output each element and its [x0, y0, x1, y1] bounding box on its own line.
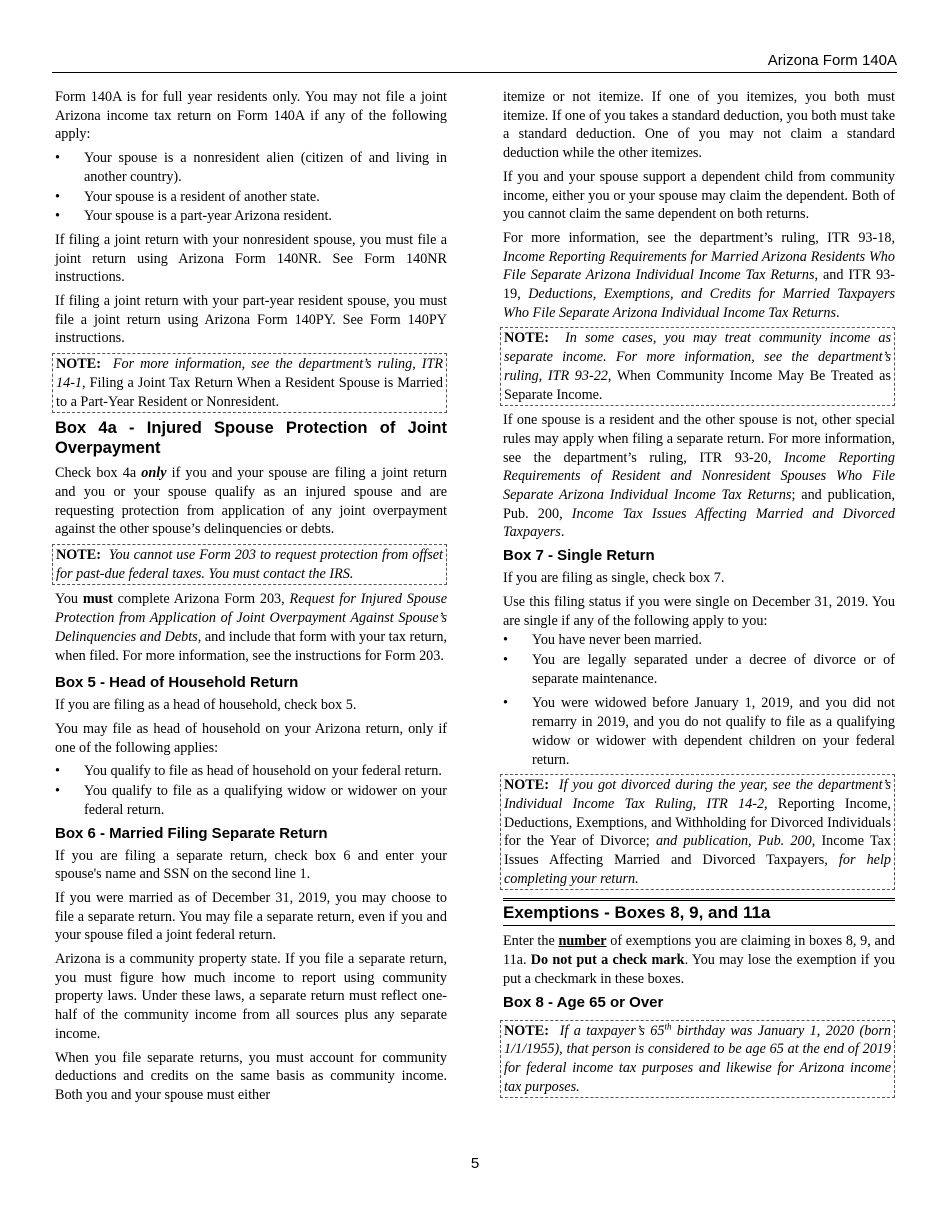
- nonresident-paragraph: If filing a joint return with your nonresident spouse, you must file a joint return using Arizona Form 140NR. See Form 140NR instructions.: [55, 231, 447, 286]
- note-box: NOTE: If a taxpayer’s 65th birthday was January 1, 2020 (born 1/1/1955), that person is considered to be age 65 at the end of 2019 for federal income tax purposes and likewise for Arizona income tax purposes.: [500, 1020, 895, 1099]
- list-item: • You qualify to file as a qualifying widow or widower on your federal return.: [55, 782, 447, 819]
- ruling-paragraph: For more information, see the department’s ruling, ITR 93-18, Income Reporting Requirements for Married Arizona Residents Who File Separate Arizona Individual Income Tax Returns, and ITR 93-19, Deductions, Exemptions, and Credits for Married Taxpayers Who File Separate Arizona Individual Income Tax Returns.: [503, 229, 895, 321]
- form203-paragraph: You must complete Arizona Form 203, Request for Injured Spouse Protection from Application of Joint Overpayment Against Spouse’s Delinquencies and Debts, and include that form with your tax return, when filed. For more information, see the instructions for Form 203.: [55, 591, 447, 664]
- right-column: [503, 88, 895, 1103]
- form-title: Arizona Form 140A: [767, 52, 897, 69]
- list-item: • Your spouse is a nonresident alien (citizen of and living in another country).: [55, 149, 447, 186]
- section-heading: Box 7 - Single Return: [503, 547, 655, 565]
- paragraph: When you file separate returns, you must account for community deductions and credits on the same basis as community income. Both you and your spouse must either: [55, 1049, 447, 1103]
- single-conditions-list: [503, 631, 895, 769]
- paragraph: Arizona is a community property state. If you file a separate return, you must figure how much income to report using community property laws. Under these laws, a separate return must reflect one-half of the community income from all sources plus any separate income.: [55, 951, 447, 1042]
- section-heading: Box 6 - Married Filing Separate Return: [55, 824, 328, 842]
- page-header: [52, 52, 897, 73]
- intro-paragraph: Form 140A is for full year residents only. You may not file a joint Arizona income tax return on Form 140A if any of the following apply:: [55, 89, 447, 143]
- list-item: • You are legally separated under a decree of divorce or of separate maintenance.: [503, 651, 895, 688]
- paragraph: itemize or not itemize. If one of you itemizes, you both must itemize. If one of you takes a standard deduction, you both must take a standard deduction. One of you may not claim a standard deduction while the other itemizes.: [503, 89, 895, 162]
- list-item: • Your spouse is a resident of another state.: [55, 188, 447, 207]
- list-item: • You qualify to file as head of household on your federal return.: [55, 762, 447, 781]
- hoh-conditions-list: [55, 762, 447, 819]
- note-box: NOTE: If you got divorced during the year, see the department’s Individual Income Tax Ruling, ITR 14-2, Reporting Income, Deductions, Exemptions, and Withholding for Divorced Individuals for the Year of Divorce; and publication, Pub. 200, Income Tax Issues Affecting Married and Divorced Taxpayers, for help completing your return.: [500, 774, 895, 890]
- left-column: [55, 88, 447, 1110]
- page-number: 5: [470, 1155, 480, 1172]
- note-box: NOTE: In some cases, you may treat community income as separate income. For more information, see the department’s ruling, ITR 93-22, When Community Income May Be Treated as Separate Income.: [500, 327, 895, 406]
- section-heading: Exemptions - Boxes 8, 9, and 11a: [503, 898, 895, 926]
- paragraph: If one spouse is a resident and the other spouse is not, other special rules may apply when filing a separate return. For more information, see the department’s ruling, ITR 93-20, Income Reporting Requirements of Resident and Nonresident Spouses Who File Separate Arizona Individual Income Tax Returns; and publication, Pub. 200, Income Tax Issues Affecting Married and Divorced Taxpayers.: [503, 412, 896, 541]
- paragraph: If you are filing as a head of household, check box 5.: [55, 697, 357, 714]
- section-heading: Box 4a - Injured Spouse Protection of Joint Overpayment: [55, 419, 447, 458]
- paragraph: If you and your spouse support a dependent child from community income, either you or your spouse may claim the dependent. Both of you cannot claim the same dependent on both returns.: [503, 168, 895, 223]
- list-item: • You have never been married.: [503, 631, 895, 650]
- part-year-paragraph: If filing a joint return with your part-year resident spouse, you must file a joint return using Arizona Form 140PY. See Form 140PY instructions.: [55, 293, 447, 347]
- note-box: NOTE: For more information, see the department’s ruling, ITR 14-1, Filing a Joint Tax Return When a Resident Spouse is Married to a Part-Year Resident or Nonresident.: [52, 353, 447, 413]
- section-heading: Box 5 - Head of Household Return: [55, 674, 299, 692]
- paragraph: If you were married as of December 31, 2019, you may choose to file a separate return. You may file a separate return, even if you and your spouse filed a joint federal return.: [55, 889, 447, 944]
- paragraph: If you are filing a separate return, check box 6 and enter your spouse's name and SSN on the second line 1.: [55, 847, 447, 883]
- section-heading: Box 8 - Age 65 or Over: [503, 993, 664, 1011]
- spouse-conditions-list: [55, 149, 447, 226]
- paragraph: Use this filing status if you were single on December 31, 2019. You are single if any of the following apply to you:: [503, 593, 895, 629]
- list-item: • Your spouse is a part-year Arizona resident.: [55, 207, 447, 226]
- note-box: NOTE: You cannot use Form 203 to request protection from offset for past-due federal taxes. You must contact the IRS.: [52, 544, 447, 585]
- paragraph: If you are filing as single, check box 7.: [503, 570, 725, 587]
- paragraph: Enter the number of exemptions you are claiming in boxes 8, 9, and 11a. Do not put a check mark. You may lose the exemption if you put a checkmark in these boxes.: [503, 933, 895, 987]
- list-item: • You were widowed before January 1, 2019, and you did not remarry in 2019, and you do not qualify to file as a qualifying widow or widower with dependent children on your federal return.: [503, 694, 895, 769]
- paragraph: You may file as head of household on your Arizona return, only if one of the following applies:: [55, 720, 447, 756]
- box4a-paragraph: Check box 4a only if you and your spouse are filing a joint return and you or your spouse qualify as an injured spouse and are requesting protection from application of any joint overpayment against the other spouse’s delinquencies or debts.: [55, 465, 447, 538]
